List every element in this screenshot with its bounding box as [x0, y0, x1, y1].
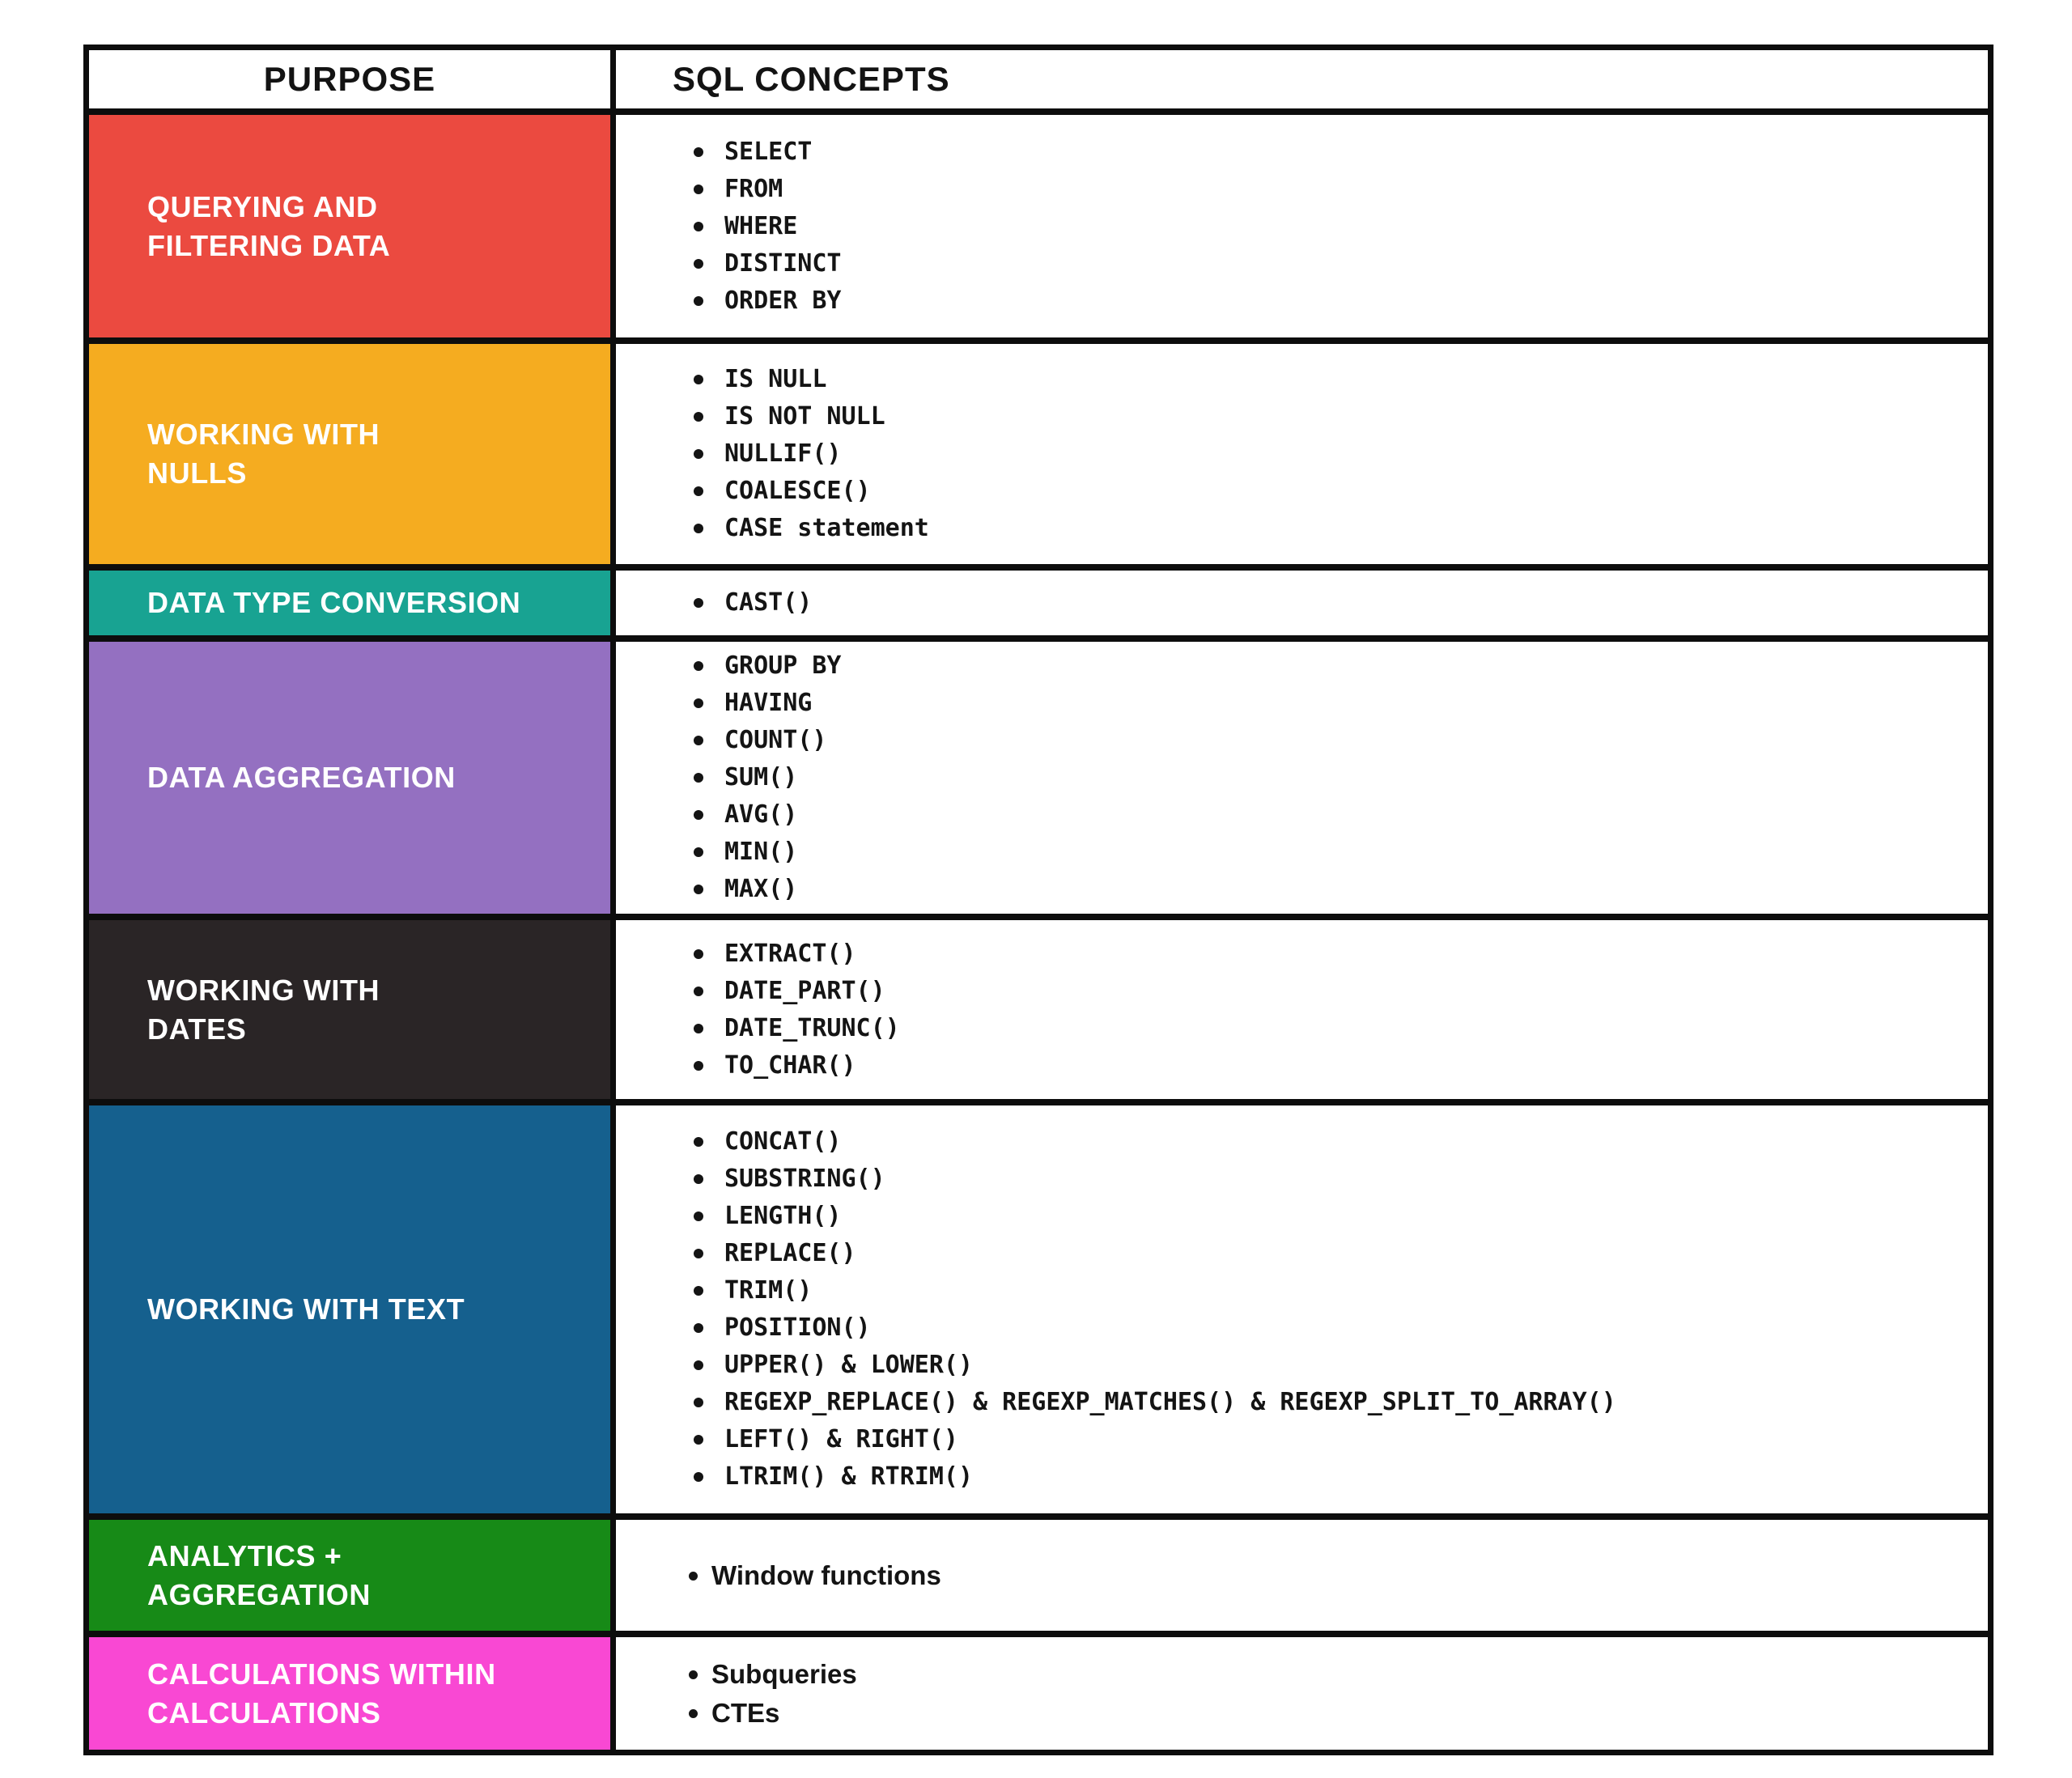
row-querying-and-filtering-data	[89, 108, 1988, 337]
concept-item: DISTINCT	[687, 245, 1972, 282]
concepts-list	[616, 1123, 1988, 1496]
concept-item: LEFT() & RIGHT()	[687, 1421, 1972, 1458]
purpose-cell	[89, 1637, 616, 1750]
concept-item: UPPER() & LOWER()	[687, 1347, 1972, 1384]
concept-item: TO_CHAR()	[687, 1047, 1972, 1084]
concepts-cell	[616, 1520, 1988, 1631]
purpose-label: ANALYTICS +	[147, 1538, 342, 1572]
concept-item: SUM()	[687, 759, 1972, 796]
concept-item: CAST()	[687, 584, 1972, 622]
purpose-label: QUERYING AND	[147, 189, 378, 223]
concept-item: CASE statement	[687, 510, 1972, 547]
concept-item: GROUP BY	[687, 647, 1972, 685]
row-working-with-nulls	[89, 337, 1988, 564]
purpose-label: DATES	[147, 1012, 247, 1046]
purpose-cell	[89, 571, 616, 635]
concept-item: IS NULL	[687, 361, 1972, 398]
row-data-type-conversion	[89, 564, 1988, 635]
header-row	[89, 50, 1988, 108]
concept-item: REGEXP_REPLACE() & REGEXP_MATCHES() & REGEXP_SPLIT_TO_ARRAY()	[687, 1384, 1972, 1421]
purpose-label: CALCULATIONS	[147, 1695, 381, 1729]
sql-concepts-column-header: SQL CONCEPTS	[673, 60, 950, 98]
sql-concepts-table	[83, 45, 1993, 1755]
purpose-label: WORKING WITH	[147, 418, 380, 451]
concept-item: SELECT	[687, 134, 1972, 171]
concepts-list	[616, 936, 1988, 1084]
concepts-cell	[616, 920, 1988, 1099]
concept-item: TRIM()	[687, 1272, 1972, 1309]
concept-item: Subqueries	[687, 1655, 1972, 1694]
purpose-label: CALCULATIONS WITHIN	[147, 1657, 496, 1691]
concepts-cell	[616, 344, 1988, 564]
concepts-cell	[616, 1105, 1988, 1513]
purpose-label: DATA AGGREGATION	[147, 761, 456, 794]
concept-item: LTRIM() & RTRIM()	[687, 1458, 1972, 1496]
concept-item: Window functions	[687, 1556, 1972, 1595]
concept-item: MIN()	[687, 834, 1972, 871]
concept-item: COUNT()	[687, 722, 1972, 759]
purpose-cell	[89, 115, 616, 337]
concepts-cell	[616, 571, 1988, 635]
purpose-label: NULLS	[147, 456, 247, 490]
purpose-label: WORKING WITH TEXT	[147, 1292, 465, 1326]
concept-item: HAVING	[687, 685, 1972, 722]
concepts-cell	[616, 642, 1988, 914]
purpose-cell	[89, 344, 616, 564]
concepts-list	[616, 361, 1988, 547]
concepts-list	[616, 1655, 1988, 1733]
concept-item: WHERE	[687, 208, 1972, 245]
concepts-list	[616, 1556, 1988, 1595]
concept-item: MAX()	[687, 871, 1972, 908]
purpose-label: AGGREGATION	[147, 1577, 371, 1611]
concept-item: ORDER BY	[687, 282, 1972, 320]
concept-item: CONCAT()	[687, 1123, 1972, 1161]
concept-item: EXTRACT()	[687, 936, 1972, 973]
concept-item: SUBSTRING()	[687, 1161, 1972, 1198]
concepts-list	[616, 647, 1988, 908]
concepts-list	[616, 134, 1988, 320]
purpose-cell	[89, 1520, 616, 1631]
concept-item: DATE_TRUNC()	[687, 1010, 1972, 1047]
purpose-cell	[89, 642, 616, 914]
concept-item: COALESCE()	[687, 473, 1972, 510]
concepts-cell	[616, 1637, 1988, 1750]
concepts-cell	[616, 115, 1988, 337]
purpose-cell	[89, 920, 616, 1099]
purpose-cell	[89, 1105, 616, 1513]
concept-item: AVG()	[687, 796, 1972, 834]
concept-item: DATE_PART()	[687, 973, 1972, 1010]
row-working-with-text	[89, 1099, 1988, 1513]
row-analytics-aggregation	[89, 1513, 1988, 1631]
purpose-column-header: PURPOSE	[89, 50, 616, 108]
concept-item: IS NOT NULL	[687, 398, 1972, 435]
concept-item: LENGTH()	[687, 1198, 1972, 1235]
purpose-label: DATA TYPE CONVERSION	[147, 586, 521, 619]
concepts-list	[616, 584, 1988, 622]
concept-item: NULLIF()	[687, 435, 1972, 473]
row-calculations-within-calculations	[89, 1631, 1988, 1750]
concept-item: REPLACE()	[687, 1235, 1972, 1272]
row-working-with-dates	[89, 914, 1988, 1099]
purpose-label: WORKING WITH	[147, 973, 380, 1007]
concept-item: CTEs	[687, 1694, 1972, 1733]
concept-item: POSITION()	[687, 1309, 1972, 1347]
concept-item: FROM	[687, 171, 1972, 208]
purpose-label: FILTERING DATA	[147, 228, 391, 262]
row-data-aggregation	[89, 635, 1988, 914]
